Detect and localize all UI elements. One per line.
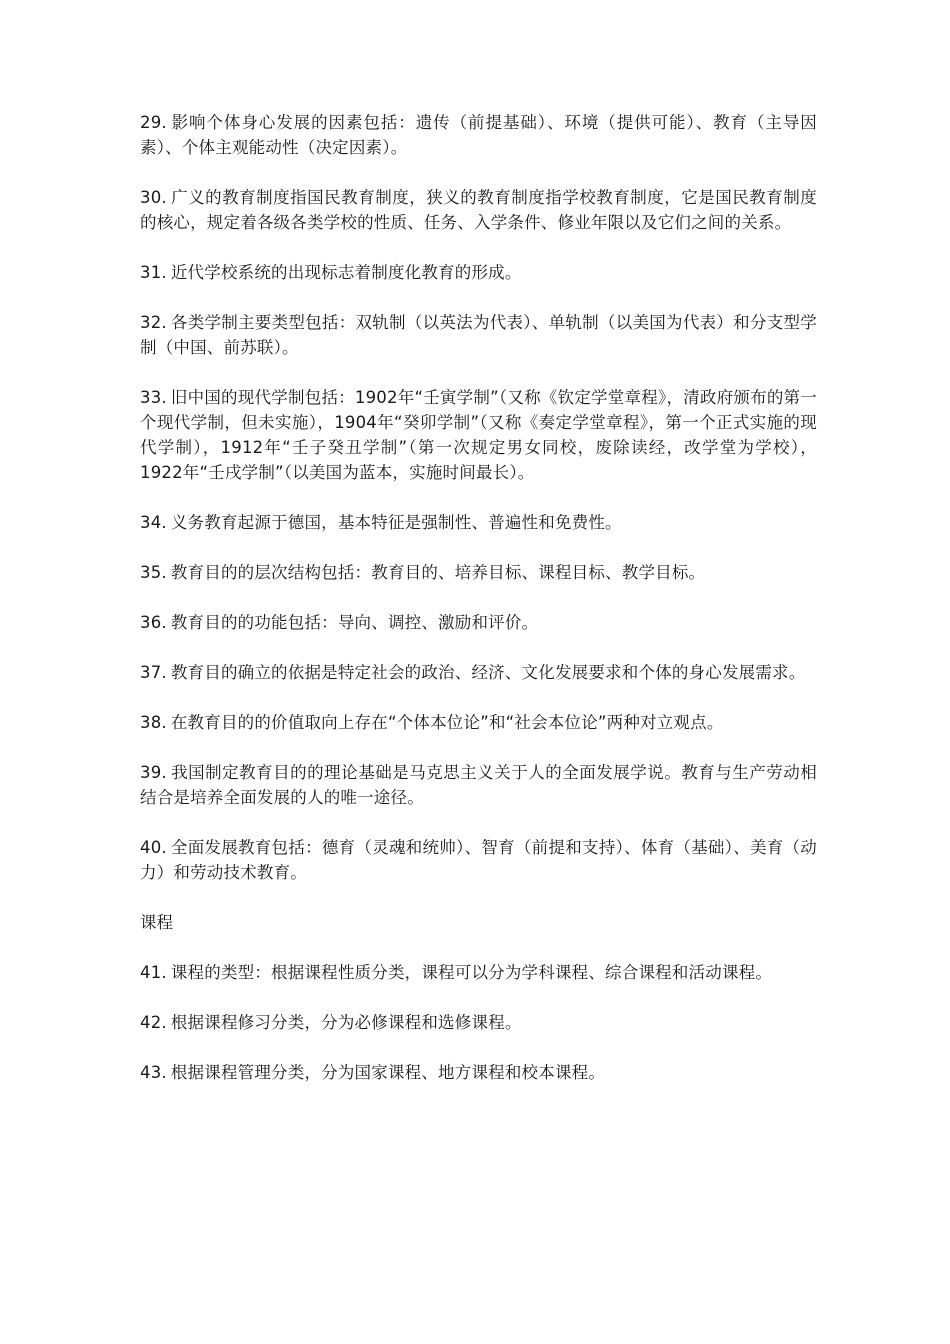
- paragraph-29: [140, 110, 817, 160]
- item-number: 31.: [140, 263, 167, 282]
- item-number: 39.: [140, 763, 167, 782]
- item-number: 41.: [140, 963, 167, 982]
- item-text: 我国制定教育目的的理论基础是马克思主义关于人的全面发展学说。教育与生产劳动相结合是培养全面发展的人的唯一途径。: [140, 763, 817, 807]
- paragraph-31: [140, 260, 817, 285]
- section-heading: 课程: [140, 913, 173, 932]
- item-text: 广义的教育制度指国民教育制度，狭义的教育制度指学校教育制度，它是国民教育制度的核心，规定着各级各类学校的性质、任务、入学条件、修业年限以及它们之间的关系。: [140, 188, 817, 232]
- item-number: 37.: [140, 663, 167, 682]
- item-text: 课程的类型：根据课程性质分类，课程可以分为学科课程、综合课程和活动课程。: [170, 963, 773, 982]
- item-text: 教育目的的层次结构包括：教育目的、培养目标、课程目标、教学目标。: [170, 563, 706, 582]
- item-text: 全面发展教育包括：德育（灵魂和统帅）、智育（前提和支持）、体育（基础）、美育（动力）和劳动技术教育。: [140, 838, 817, 882]
- item-number: 43.: [140, 1063, 167, 1082]
- item-text: 旧中国的现代学制包括：1902年“壬寅学制”（又称《钦定学堂章程》，清政府颁布的第一个现代学制，但未实施），1904年“癸卯学制”（又称《奏定学堂章程》，第一个正式实施的现代学制），1912年“壬子癸丑学制”（第一次规定男女同校，废除读经，改学堂为学校），1922年“壬戌学制”（以美国为蓝本，实施时间最长）。: [140, 388, 817, 482]
- item-text: 在教育目的的价值取向上存在“个体本位论”和“社会本位论”两种对立观点。: [170, 713, 724, 732]
- paragraph-38: [140, 710, 817, 735]
- item-number: 33.: [140, 388, 167, 407]
- item-text: 影响个体身心发展的因素包括：遗传（前提基础）、环境（提供可能）、教育（主导因素）、个体主观能动性（决定因素）。: [140, 113, 817, 157]
- item-number: 30.: [140, 188, 167, 207]
- paragraph-37: [140, 660, 817, 685]
- paragraph-41: [140, 960, 817, 985]
- paragraph-32: [140, 310, 817, 360]
- item-number: 29.: [140, 113, 167, 132]
- paragraph-43: [140, 1060, 817, 1085]
- document-page: [140, 110, 817, 1110]
- paragraph-36: [140, 610, 817, 635]
- item-number: 34.: [140, 513, 167, 532]
- item-text: 近代学校系统的出现标志着制度化教育的形成。: [170, 263, 522, 282]
- item-number: 42.: [140, 1013, 167, 1032]
- paragraph-40: [140, 835, 817, 885]
- paragraph-39: [140, 760, 817, 810]
- paragraph-33: [140, 385, 817, 485]
- item-number: 38.: [140, 713, 167, 732]
- item-text: 根据课程修习分类，分为必修课程和选修课程。: [170, 1013, 522, 1032]
- item-text: 根据课程管理分类，分为国家课程、地方课程和校本课程。: [170, 1063, 606, 1082]
- item-number: 32.: [140, 313, 167, 332]
- paragraph-35: [140, 560, 817, 585]
- item-text: 教育目的的功能包括：导向、调控、激励和评价。: [170, 613, 539, 632]
- item-number: 35.: [140, 563, 167, 582]
- item-number: 36.: [140, 613, 167, 632]
- item-text: 义务教育起源于德国，基本特征是强制性、普遍性和免费性。: [170, 513, 622, 532]
- paragraph-30: [140, 185, 817, 235]
- item-text: 各类学制主要类型包括：双轨制（以英法为代表）、单轨制（以美国为代表）和分支型学制（中国、前苏联）。: [140, 313, 817, 357]
- item-number: 40.: [140, 838, 167, 857]
- item-text: 教育目的确立的依据是特定社会的政治、经济、文化发展要求和个体的身心发展需求。: [170, 663, 806, 682]
- paragraph-42: [140, 1010, 817, 1035]
- paragraph-34: [140, 510, 817, 535]
